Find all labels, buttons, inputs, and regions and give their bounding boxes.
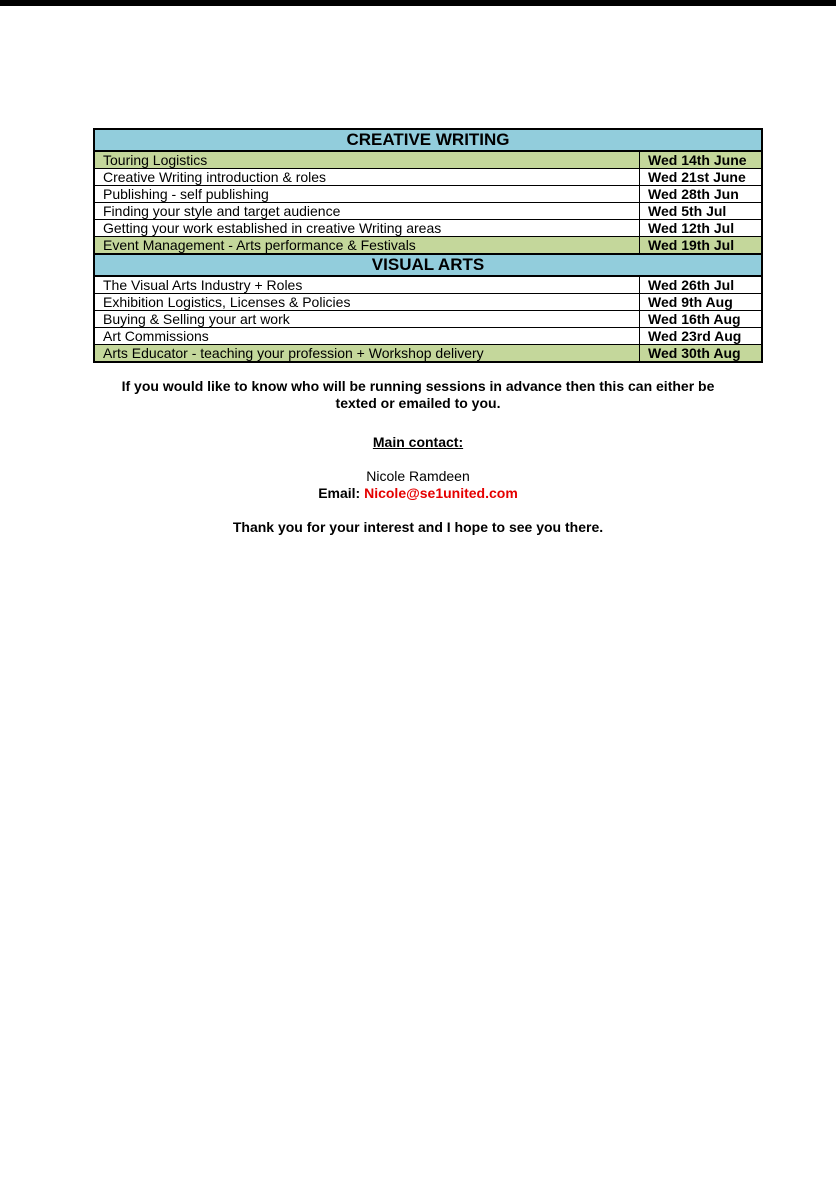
session-title: Getting your work established in creative Writing areas <box>94 220 640 237</box>
session-date: Wed 14th June <box>640 151 763 169</box>
session-row <box>94 203 762 220</box>
section-title: VISUAL ARTS <box>94 254 762 276</box>
session-title: Event Management - Arts performance & Festivals <box>94 237 640 255</box>
session-row <box>94 276 762 294</box>
session-row <box>94 186 762 203</box>
session-row <box>94 328 762 345</box>
session-row <box>94 151 762 169</box>
session-row <box>94 311 762 328</box>
contact-name: Nicole Ramdeen <box>366 468 470 484</box>
intro-text: If you would like to know who will be running sessions in advance then this can either be texted or emailed to you. <box>121 378 715 411</box>
session-title: Finding your style and target audience <box>94 203 640 220</box>
top-border <box>0 0 836 6</box>
section-header-row <box>94 129 762 151</box>
email-label: Email: <box>318 485 361 501</box>
email-line <box>0 485 836 502</box>
session-title: Creative Writing introduction & roles <box>94 169 640 186</box>
session-date: Wed 5th Jul <box>640 203 763 220</box>
session-date: Wed 16th Aug <box>640 311 763 328</box>
session-title: Publishing - self publishing <box>94 186 640 203</box>
session-date: Wed 23rd Aug <box>640 328 763 345</box>
session-row <box>94 220 762 237</box>
session-row <box>94 345 762 363</box>
section-header-row <box>94 254 762 276</box>
session-date: Wed 26th Jul <box>640 276 763 294</box>
session-schedule-table <box>93 128 763 363</box>
session-date: Wed 30th Aug <box>640 345 763 363</box>
session-date: Wed 12th Jul <box>640 220 763 237</box>
session-title: Exhibition Logistics, Licenses & Policies <box>94 294 640 311</box>
email-link[interactable]: Nicole@se1united.com <box>364 485 518 501</box>
session-date: Wed 19th Jul <box>640 237 763 255</box>
session-title: Touring Logistics <box>94 151 640 169</box>
notes-block <box>0 378 836 536</box>
session-title: Arts Educator - teaching your profession + Workshop delivery <box>94 345 640 363</box>
session-title: Art Commissions <box>94 328 640 345</box>
session-title: The Visual Arts Industry + Roles <box>94 276 640 294</box>
section-title: CREATIVE WRITING <box>94 129 762 151</box>
main-contact-heading: Main contact: <box>372 434 464 450</box>
session-title: Buying & Selling your art work <box>94 311 640 328</box>
session-date: Wed 28th Jun <box>640 186 763 203</box>
thanks-text: Thank you for your interest and I hope to see you there. <box>232 519 604 535</box>
session-row <box>94 169 762 186</box>
session-row <box>94 294 762 311</box>
session-date: Wed 9th Aug <box>640 294 763 311</box>
session-date: Wed 21st June <box>640 169 763 186</box>
session-row <box>94 237 762 255</box>
